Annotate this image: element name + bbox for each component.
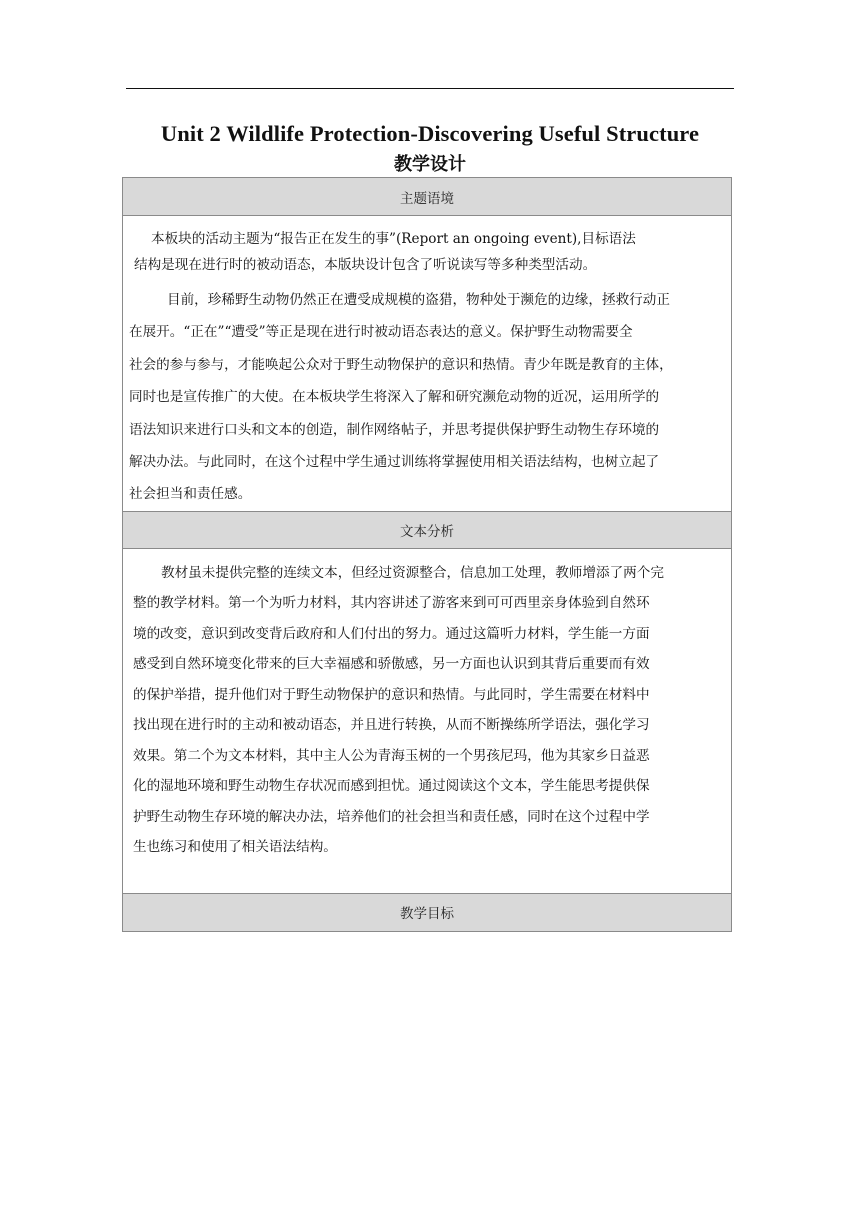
paragraph-line: 语法知识来进行口头和文本的创造，制作网络帖子，并思考提供保护野生动物生存环境的 (129, 421, 660, 438)
paragraph-line: 社会的参与参与，才能唤起公众对于野生动物保护的意识和热情。青少年既是教育的主体， (129, 356, 673, 373)
paragraph-line: 生也练习和使用了相关语法结构。 (133, 839, 337, 856)
paragraph-line: 感受到自然环境变化带来的巨大幸福感和骄傲感，另一方面也认识到其背后重要而有效 (133, 656, 650, 673)
section-heading-teaching-goals: 教学目标 (123, 893, 732, 931)
paragraph-line: 本板块的活动主题为“报告正在发生的事”(Report an ongoing event),目标语法 (151, 231, 636, 247)
lesson-plan-table (122, 177, 732, 932)
document-title: Unit 2 Wildlife Protection-Discovering Useful Structure (160, 121, 700, 146)
paragraph-line: 解决办法。与此同时，在这个过程中学生通过训练将掌握使用相关语法结构，也树立起了 (129, 454, 660, 471)
section-heading-text-analysis: 文本分析 (123, 511, 732, 548)
paragraph (129, 284, 727, 511)
paragraph-line: 社会担当和责任感。 (129, 486, 252, 503)
paragraph-line: 整的教学材料。第一个为听力材料，其内容讲述了游客来到可可西里亲身体验到自然环 (133, 595, 650, 612)
section-body-text-analysis (123, 548, 732, 893)
paragraph-line: 同时也是宣传推广的大使。在本板块学生将深入了解和研究濒危动物的近况，运用所学的 (129, 389, 660, 406)
paragraph-line: 结构是现在进行时的被动语态，本版块设计包含了听说读写等多种类型活动。 (134, 257, 597, 273)
section-body-theme (123, 216, 732, 512)
paragraph-line: 化的湿地环境和野生动物生存状况而感到担忧。通过阅读这个文本，学生能思考提供保 (133, 778, 650, 795)
paragraph-line: 境的改变，意识到改变背后政府和人们付出的努力。通过这篇听力材料，学生能一方面 (133, 625, 650, 642)
paragraph-line: 护野生动物生存环境的解决办法，培养他们的社会担当和责任感，同时在这个过程中学 (133, 808, 650, 825)
paragraph-line: 的保护举措，提升他们对于野生动物保护的意识和热情。与此同时，学生需要在材料中 (133, 686, 650, 703)
section-heading-theme: 主题语境 (123, 178, 732, 216)
paragraph-line: 在展开。“正在”“遭受”等正是现在进行时被动语态表达的意义。保护野生动物需要全 (129, 324, 633, 341)
paragraph-line: 目前，珍稀野生动物仍然正在遭受成规模的盗猎，物种处于濒危的边缘，拯救行动正 (167, 292, 670, 308)
paragraph-line: 教材虽未提供完整的连续文本，但经过资源整合，信息加工处理，教师增添了两个完 (161, 564, 664, 581)
paragraph-line: 找出现在进行时的主动和被动语态，并且进行转换，从而不断操练所学语法，强化学习 (133, 717, 650, 734)
header-rule (126, 88, 734, 89)
paragraph-line: 效果。第二个为文本材料，其中主人公为青海玉树的一个男孩尼玛，他为其家乡日益恶 (133, 747, 650, 764)
document-subtitle: 教学设计 (394, 154, 466, 175)
